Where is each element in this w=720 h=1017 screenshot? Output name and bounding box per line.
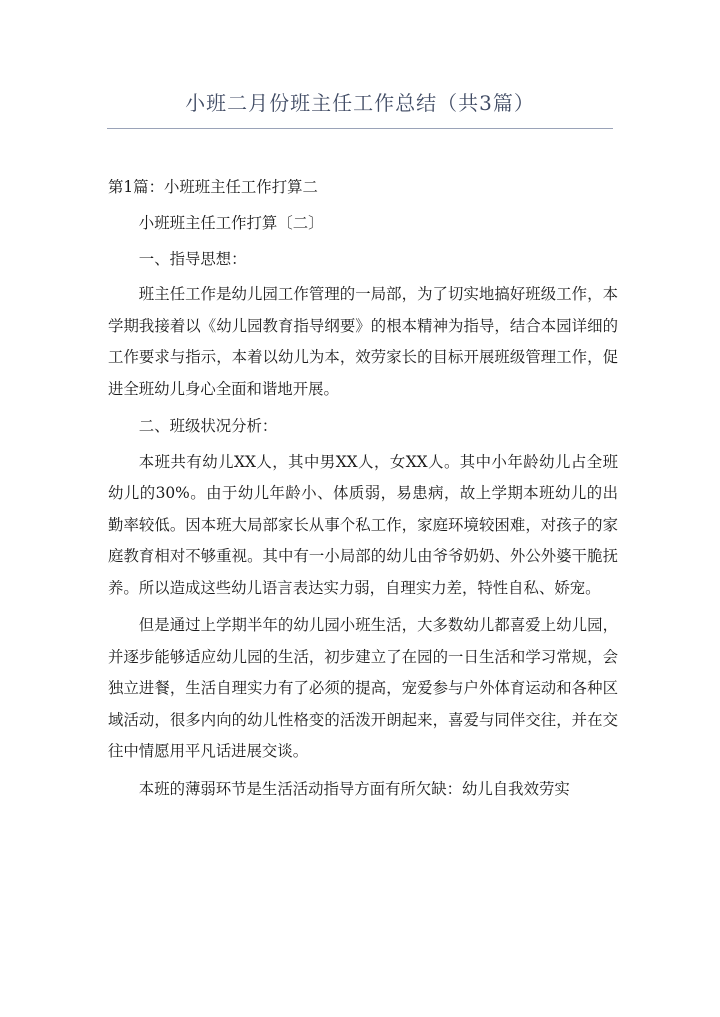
heading-guiding-ideology: 一、指导思想： [138,249,247,268]
paragraph-weaknesses: 本班的薄弱环节是生活活动指导方面有所欠缺：幼儿自我效劳实 [138,779,570,798]
title-divider [107,128,613,129]
paragraph-class-analysis: 本班共有幼儿XX人，其中男XX人，女XX人。其中小年龄幼儿占全班幼儿的30%。由于幼儿年龄小、体质弱，易患病，故上学期本班幼儿的出勤率较低。因本班大局部家长从事个私工作，家庭环境较困难，对孩子的家庭教育相对不够重视。其中有一小局部的幼儿由爷爷奶奶、外公外婆干脆抚养。所以造成这些幼儿语言表达实力弱，自理实力差，特性自私、娇宠。 [108,452,618,597]
section-heading: 第1篇：小班班主任工作打算二 [108,178,318,196]
document-title: 小班二月份班主任工作总结（共3篇） [185,91,535,115]
document-body [108,172,618,811]
subtitle-paragraph: 小班班主任工作打算〔二〕 [138,214,324,232]
paragraph-progress: 但是通过上学期半年的幼儿园小班生活，大多数幼儿都喜爱上幼儿园，并逐步能够适应幼儿园的生活，初步建立了在园的一日生活和学习常规，会独立进餐，生活自理实力有了必须的提高，宠爱参与户外体育运动和各种区域活动，很多内向的幼儿性格变的活泼开朗起来，喜爱与同伴交往，并在交往中情愿用平凡话进展交谈。 [108,616,618,760]
paragraph-guiding-ideology: 班主任工作是幼儿园工作管理的一局部，为了切实地搞好班级工作，本学期我接着以《幼儿园教育指导纲要》的根本精神为指导，结合本园详细的工作要求与指示，本着以幼儿为本，效劳家长的目标开展班级管理工作，促进全班幼儿身心全面和谐地开展。 [108,285,618,398]
heading-class-analysis: 二、班级状况分析： [138,417,278,435]
